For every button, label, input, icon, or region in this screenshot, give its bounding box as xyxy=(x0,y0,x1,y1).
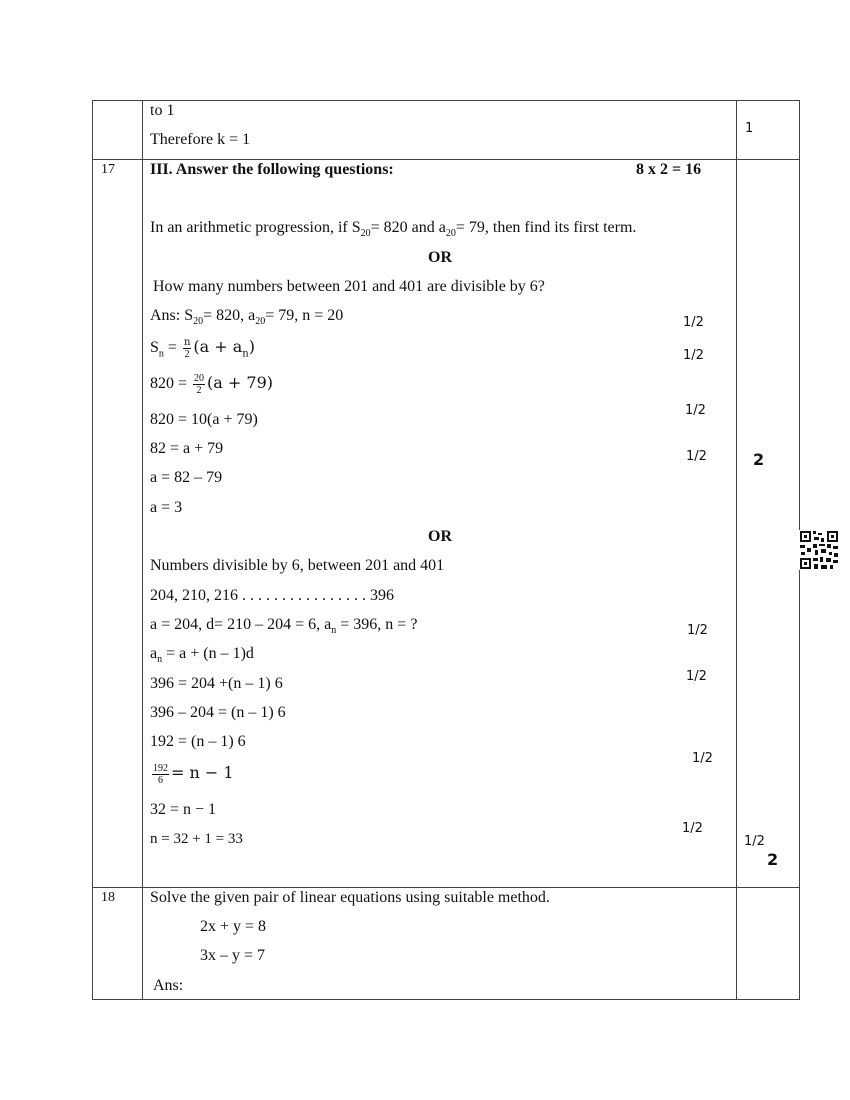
or-separator: OR xyxy=(428,528,452,545)
table-border-qno xyxy=(142,100,143,1000)
table-border-top xyxy=(92,100,800,101)
alt-step-6: 396 – 204 = (n – 1) 6 xyxy=(150,704,286,721)
alt-step-2: 204, 210, 216 . . . . . . . . . . . . . . . . 396 xyxy=(150,587,394,604)
formula-sn: $S_n$ = $\frac{n}{2}$ $(a + a_n)$ xyxy=(150,337,255,360)
question-18-text: Solve the given pair of linear equations using suitable method. xyxy=(150,889,550,906)
step-result: a = 3 xyxy=(150,499,183,516)
half-mark: 1/2 xyxy=(685,403,706,418)
step-simplify: 820 = 10(a + 79) xyxy=(150,411,258,428)
prev-answer-line2: Therefore k = 1 xyxy=(150,131,251,148)
half-mark: 1/2 xyxy=(686,449,707,464)
alt-step-4: $a_n = a + (n - 1)d$ xyxy=(150,645,254,666)
table-border-left xyxy=(92,100,93,1000)
half-mark: 1/2 xyxy=(687,623,708,638)
half-mark: 1/2 xyxy=(683,348,704,363)
total-marks-a: 2 xyxy=(753,450,765,469)
step-divide: 82 = a + 79 xyxy=(150,440,224,457)
question-17b: How many numbers between 201 and 401 are divisible by 6? xyxy=(153,278,545,295)
step-substitute: 820 = $\frac{20}{2}$ (a + 79) xyxy=(150,373,273,396)
half-mark: 1/2 xyxy=(744,834,765,849)
alt-step-5: 396 = 204 +(n – 1) 6 xyxy=(150,675,283,692)
qr-code-icon xyxy=(799,530,839,570)
equation-2: 3x – y = 7 xyxy=(200,947,266,964)
answer-given: Ans: $S_{20}= 820$, $a_{20}= 79$, n = 20 xyxy=(150,307,344,328)
alt-step-8: $\frac{192}{6}$ = n − 1 xyxy=(153,763,234,786)
step-subtract: a = 82 – 79 xyxy=(150,469,223,486)
alt-step-3: a = 204, d= 210 – 204 = 6, $a_n = 396$, n = ? xyxy=(150,616,418,637)
table-border-marks xyxy=(736,100,737,1000)
prev-answer-line1: to 1 xyxy=(150,102,175,119)
section-marks: 8 x 2 = 16 xyxy=(636,161,702,178)
question-number-18: 18 xyxy=(101,890,115,905)
alt-step-10: n = 32 + 1 = 33 xyxy=(150,831,243,847)
half-mark: 1/2 xyxy=(692,751,713,766)
prev-marks: 1 xyxy=(745,121,754,136)
question-number-17: 17 xyxy=(101,162,115,177)
alt-step-9: 32 = n − 1 xyxy=(150,801,217,818)
table-border-bottom xyxy=(92,999,800,1000)
total-marks-b: 2 xyxy=(767,850,779,869)
half-mark: 1/2 xyxy=(683,315,704,330)
equation-1: 2x + y = 8 xyxy=(200,918,267,935)
or-separator: OR xyxy=(428,249,452,266)
answer-label: Ans: xyxy=(153,977,184,994)
question-17a: In an arithmetic progression, if $S_{20}= 820$ and $a_{20}= 79$, then find its first term. xyxy=(150,219,637,240)
half-mark: 1/2 xyxy=(686,669,707,684)
half-mark: 1/2 xyxy=(682,821,703,836)
alt-step-7: 192 = (n – 1) 6 xyxy=(150,733,246,750)
section-heading: III. Answer the following questions: xyxy=(150,161,394,178)
alt-step-1: Numbers divisible by 6, between 201 and 401 xyxy=(150,557,445,574)
